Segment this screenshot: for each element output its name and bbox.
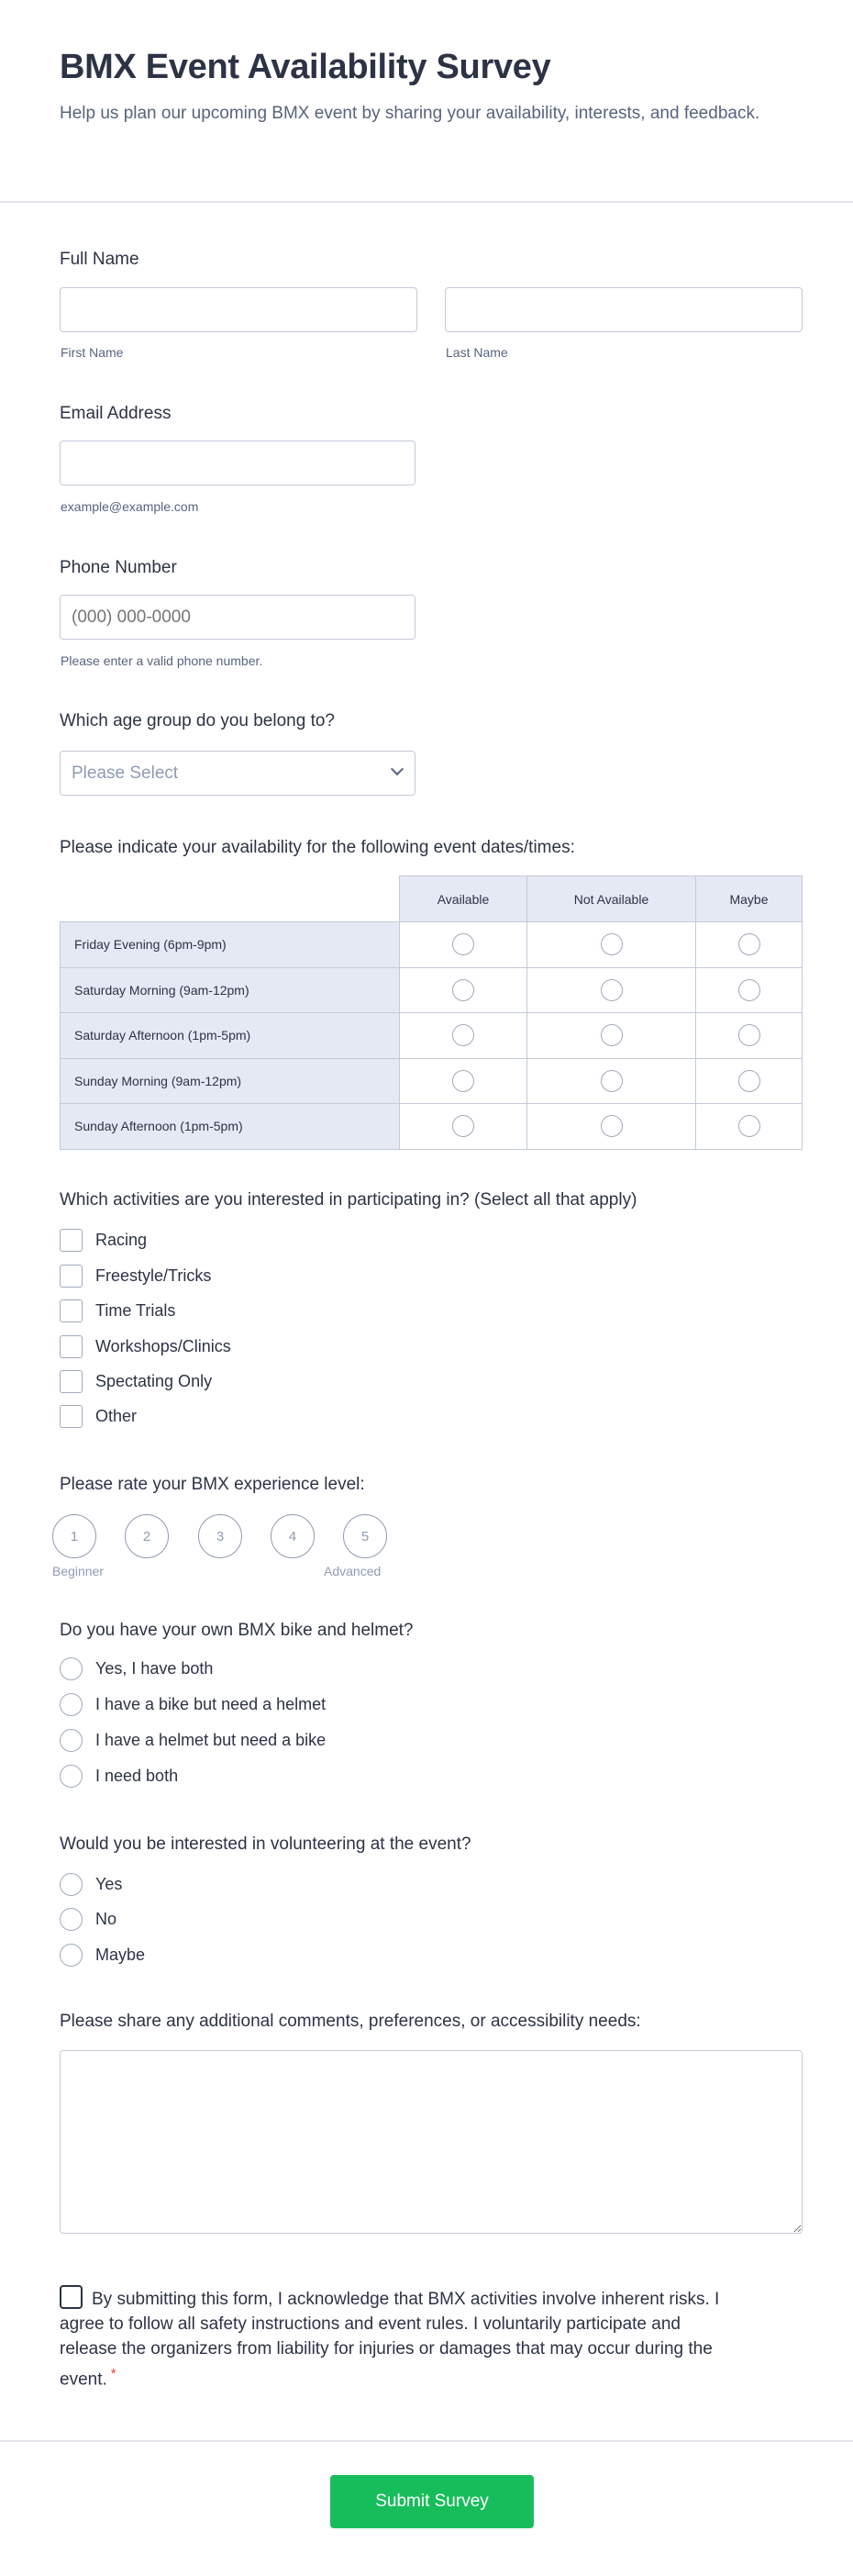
option-label: Yes, I have both (95, 1658, 214, 1678)
availability-label: Please indicate your availability for the following event dates/times: (60, 838, 575, 857)
option-label: I have a bike but need a helmet (95, 1694, 327, 1713)
page-subtitle: Help us plan our upcoming BMX event by sharing your availability, interests, and feedback. (60, 104, 760, 123)
matrix-row (61, 1058, 803, 1104)
option-label: I have a helmet but need a bike (95, 1730, 327, 1749)
matrix-row-label: Sunday Morning (9am-12pm) (61, 1058, 400, 1104)
consent-checkbox[interactable] (60, 2285, 83, 2309)
volunteer-option[interactable] (60, 1871, 122, 1897)
matrix-radio[interactable] (738, 1070, 760, 1092)
equipment-label: Do you have your own BMX bike and helmet? (60, 1621, 414, 1640)
checkbox[interactable] (60, 1229, 83, 1252)
comments-label: Please share any additional comments, preferences, or accessibility needs: (60, 2012, 641, 2031)
volunteer-option[interactable] (60, 1906, 116, 1932)
required-mark: * (110, 2366, 116, 2381)
radio[interactable] (60, 1729, 83, 1752)
matrix-radio[interactable] (738, 933, 760, 955)
email-sublabel: example@example.com (61, 499, 199, 514)
checkbox[interactable] (60, 1265, 83, 1288)
header-divider (0, 201, 853, 203)
activity-option[interactable] (60, 1403, 137, 1429)
chevron-down-icon (391, 763, 404, 775)
matrix-radio[interactable] (601, 1070, 623, 1092)
option-label: Maybe (95, 1945, 146, 1964)
rating-max-label: Advanced (324, 1564, 382, 1578)
radio[interactable] (60, 1873, 83, 1896)
age-label: Which age group do you belong to? (60, 711, 335, 730)
matrix-row-label: Saturday Afternoon (1pm-5pm) (61, 1013, 400, 1059)
email-input[interactable] (60, 440, 415, 485)
activities-label: Which activities are you interested in participating in? (Select all that apply) (60, 1190, 637, 1210)
rating-min-label: Beginner (52, 1564, 105, 1578)
matrix-radio[interactable] (738, 979, 760, 1001)
option-label: Yes (95, 1874, 123, 1893)
activity-option[interactable] (60, 1263, 211, 1288)
checkbox[interactable] (60, 1405, 83, 1428)
rating-option-3[interactable]: 3 (198, 1514, 242, 1558)
matrix-radio[interactable] (601, 979, 623, 1001)
phone-label: Phone Number (60, 558, 177, 577)
comments-textarea[interactable] (60, 2050, 803, 2234)
matrix-radio[interactable] (738, 1115, 760, 1137)
matrix-radio[interactable] (452, 1115, 474, 1137)
radio[interactable] (60, 1693, 83, 1716)
radio[interactable] (60, 1944, 83, 1967)
rating-option-1[interactable]: 1 (52, 1514, 96, 1558)
volunteer-option[interactable] (60, 1942, 145, 1968)
matrix-row-label: Friday Evening (6pm-9pm) (61, 922, 400, 968)
equipment-option[interactable] (60, 1763, 178, 1789)
volunteer-label: Would you be interested in volunteering at the event? (60, 1834, 471, 1854)
consent-text: By submitting this form, I acknowledge that BMX activities involve inherent risks. I agree to follow all safety instructions and event rules. I voluntarily participate and release the organizers from liability for injuries or damages that may occur during the event. (60, 2290, 720, 2390)
matrix-radio[interactable] (452, 1024, 474, 1046)
equipment-option[interactable] (60, 1727, 326, 1753)
checkbox[interactable] (60, 1370, 83, 1393)
option-label: Time Trials (95, 1300, 176, 1320)
first-name-input[interactable] (60, 287, 417, 332)
option-label: Workshops/Clinics (95, 1336, 231, 1355)
page-title: BMX Event Availability Survey (60, 48, 551, 86)
matrix-radio[interactable] (601, 933, 623, 955)
equipment-option[interactable] (60, 1691, 326, 1717)
matrix-column-header: Maybe (696, 876, 803, 922)
matrix-radio[interactable] (601, 1115, 623, 1137)
matrix-radio[interactable] (738, 1024, 760, 1046)
option-label: No (95, 1909, 117, 1928)
activity-option[interactable] (60, 1333, 231, 1359)
activity-option[interactable] (60, 1227, 147, 1253)
matrix-row-label: Saturday Morning (9am-12pm) (61, 967, 400, 1013)
age-select-value: Please Select (72, 763, 179, 783)
matrix-radio[interactable] (452, 979, 474, 1001)
first-name-sublabel: First Name (61, 345, 124, 360)
footer-divider (0, 2440, 853, 2442)
activity-option[interactable] (60, 1298, 175, 1323)
age-select[interactable] (60, 751, 415, 796)
matrix-row (61, 1104, 803, 1150)
matrix-radio[interactable] (601, 1024, 623, 1046)
rating-option-2[interactable]: 2 (125, 1514, 169, 1558)
rating-label: Please rate your BMX experience level: (60, 1475, 365, 1494)
rating-option-5[interactable]: 5 (343, 1514, 387, 1558)
availability-matrix (60, 875, 803, 1150)
submit-button[interactable]: Submit Survey (330, 2475, 534, 2528)
option-label: Racing (95, 1230, 148, 1249)
matrix-radio[interactable] (452, 933, 474, 955)
matrix-row (61, 922, 803, 968)
matrix-column-header: Available (400, 876, 527, 922)
activity-option[interactable] (60, 1368, 212, 1394)
phone-input[interactable] (60, 595, 415, 640)
phone-sublabel: Please enter a valid phone number. (61, 653, 263, 668)
last-name-input[interactable] (445, 287, 803, 332)
email-label: Email Address (60, 404, 172, 423)
rating-option-4[interactable]: 4 (271, 1514, 315, 1558)
option-label: I need both (95, 1766, 179, 1785)
checkbox[interactable] (60, 1299, 83, 1322)
option-label: Freestyle/Tricks (95, 1266, 212, 1285)
option-label: Spectating Only (95, 1371, 213, 1390)
radio[interactable] (60, 1657, 83, 1680)
matrix-corner (61, 876, 400, 922)
matrix-column-header: Not Available (527, 876, 696, 922)
matrix-row (61, 1013, 803, 1059)
checkbox[interactable] (60, 1335, 83, 1358)
equipment-option[interactable] (60, 1656, 213, 1681)
consent-field (60, 2285, 720, 2392)
radio[interactable] (60, 1908, 83, 1931)
matrix-row-label: Sunday Afternoon (1pm-5pm) (61, 1104, 400, 1150)
radio[interactable] (60, 1765, 83, 1788)
option-label: Other (95, 1406, 138, 1425)
matrix-radio[interactable] (452, 1070, 474, 1092)
last-name-sublabel: Last Name (446, 345, 508, 360)
matrix-row (61, 967, 803, 1013)
full-name-label: Full Name (60, 250, 139, 269)
